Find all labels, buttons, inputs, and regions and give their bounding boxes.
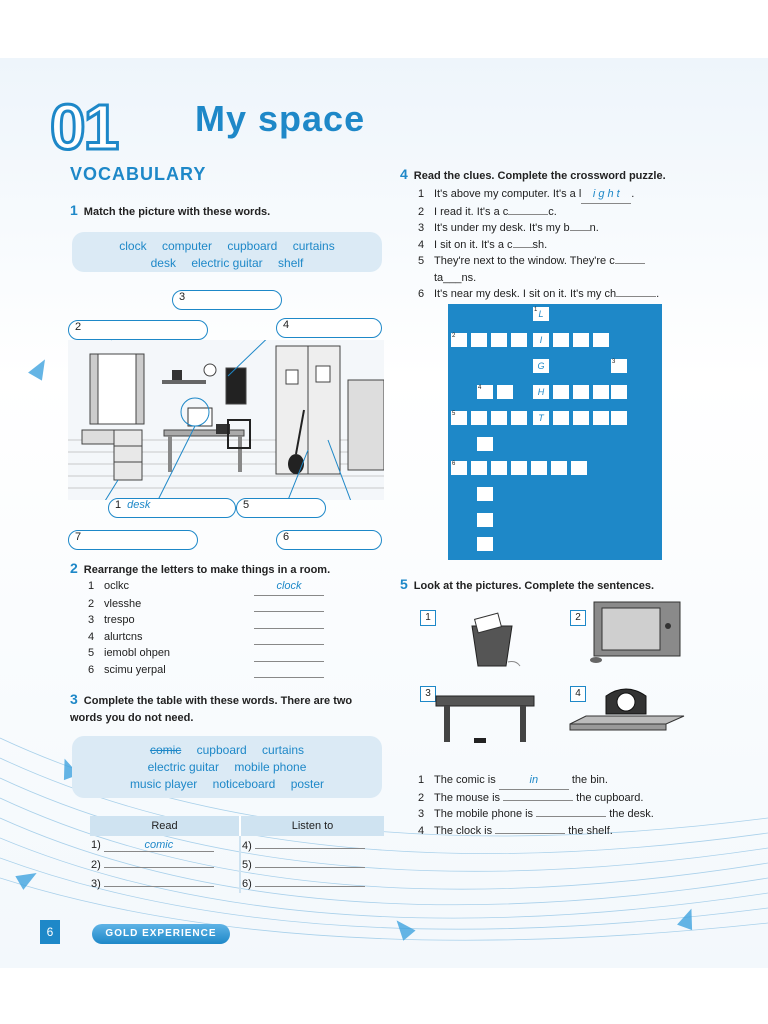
word-curtains: curtains xyxy=(292,239,335,253)
word-music-player: music player xyxy=(129,777,198,791)
crossword-cell[interactable]: I xyxy=(532,332,550,348)
crossword-cell[interactable] xyxy=(570,460,588,476)
clue-item: 1 It's above my computer. It's a l i g h t . xyxy=(418,186,718,204)
list-item: 2 vlesshe xyxy=(88,596,328,613)
crossword-cell[interactable] xyxy=(490,460,508,476)
table-row: 3) 6) xyxy=(90,874,384,893)
crossword-cell[interactable]: T xyxy=(532,410,550,426)
answer-field[interactable] xyxy=(254,629,324,646)
label-answer: desk xyxy=(127,499,151,511)
answer-field[interactable]: in xyxy=(499,772,569,790)
clue-answer[interactable] xyxy=(513,247,533,248)
answer-field[interactable]: clock xyxy=(254,578,324,596)
ex3-number: 3 xyxy=(70,691,78,707)
answer-field[interactable] xyxy=(254,596,324,613)
ex3-word-box xyxy=(72,736,382,798)
word-curtains: curtains xyxy=(262,743,305,757)
list-item: 3 trespo xyxy=(88,612,328,629)
word-comic: comic xyxy=(149,743,182,757)
answer-field[interactable] xyxy=(503,800,573,801)
ex5-sentences xyxy=(418,772,718,839)
picture-number: 1 xyxy=(420,610,436,626)
clue-answer[interactable]: i g h t xyxy=(581,186,631,204)
answer-field[interactable] xyxy=(255,886,365,887)
crossword-cell[interactable] xyxy=(476,486,494,502)
crossword-cell[interactable] xyxy=(592,384,610,400)
clue-item: 2 I read it. It's a c c. xyxy=(418,205,557,218)
word-electric-guitar: electric guitar xyxy=(191,256,263,270)
word-desk: desk xyxy=(150,256,176,270)
sentence-item: 2 The mouse is the cupboard. xyxy=(418,791,644,804)
ex2-instruction: Rearrange the letters to make things in a room. xyxy=(83,564,331,576)
crossword-cell[interactable] xyxy=(470,332,488,348)
shelf-clock-picture xyxy=(566,680,686,750)
crossword-cell[interactable] xyxy=(510,460,528,476)
bin-picture xyxy=(460,612,530,672)
word-clock: clock xyxy=(119,239,147,253)
label-number: 3 xyxy=(179,291,186,303)
ex5-heading xyxy=(400,576,654,594)
page-number: 6 xyxy=(40,920,60,944)
word-mobile-phone: mobile phone xyxy=(234,760,307,774)
word-electric-guitar: electric guitar xyxy=(147,760,219,774)
crossword-grid xyxy=(448,304,662,560)
list-item: 4 alurtcns xyxy=(88,629,328,646)
table-row: 2) 5) xyxy=(90,855,384,874)
ex4-heading xyxy=(400,166,666,184)
crossword-cell[interactable]: 3 xyxy=(610,358,628,374)
section-heading: VOCABULARY xyxy=(70,164,207,184)
ex1-heading xyxy=(70,202,270,220)
crossword-cell[interactable] xyxy=(592,410,610,426)
crossword-cell[interactable] xyxy=(496,384,514,400)
table-header-listen: Listen to xyxy=(240,816,384,836)
ex5-instruction: Look at the pictures. Complete the sentences. xyxy=(413,580,655,592)
label-box-5[interactable] xyxy=(236,498,326,518)
label-number: 5 xyxy=(243,499,250,511)
decorative-shard xyxy=(28,355,52,380)
clue-answer[interactable] xyxy=(508,214,548,215)
crossword-cell[interactable] xyxy=(470,410,488,426)
brand-badge: GOLD EXPERIENCE xyxy=(92,924,230,944)
label-box-3[interactable] xyxy=(172,290,282,310)
word-poster: poster xyxy=(290,777,325,791)
ex2-number: 2 xyxy=(70,560,78,576)
word-shelf: shelf xyxy=(278,256,304,270)
label-number: 2 xyxy=(75,321,82,333)
crossword-cell[interactable]: 4 xyxy=(476,384,494,400)
crossword-cell[interactable] xyxy=(572,410,590,426)
list-item: 6 scimu yerpal xyxy=(88,662,328,679)
crossword-cell[interactable] xyxy=(510,332,528,348)
list-item: 1 oclkc clock xyxy=(88,578,328,596)
answer-field[interactable] xyxy=(104,886,214,887)
answer-field[interactable] xyxy=(495,833,565,834)
unit-number: 01 xyxy=(50,91,118,163)
ex3-heading xyxy=(70,692,380,726)
crossword-cell[interactable]: H xyxy=(532,384,550,400)
crossword-cell[interactable] xyxy=(610,384,628,400)
crossword-cell[interactable] xyxy=(470,460,488,476)
crossword-cell[interactable] xyxy=(476,436,494,452)
word-cupboard: cupboard xyxy=(196,743,247,757)
ex2-heading xyxy=(70,560,330,578)
ex3-instruction: Complete the table with these words. There are two words you do not need. xyxy=(70,695,353,724)
crossword-cell[interactable] xyxy=(476,536,494,552)
crossword-cell[interactable]: 1 L xyxy=(532,306,550,322)
label-box-4[interactable] xyxy=(276,318,382,338)
crossword-cell[interactable] xyxy=(592,332,610,348)
crossword-cell[interactable]: 5 xyxy=(450,410,468,426)
clue-item: 5 They're next to the window. They're cta___ns. xyxy=(418,253,718,286)
picture-number: 4 xyxy=(570,686,586,702)
crossword-cell[interactable] xyxy=(490,332,508,348)
crossword-cell[interactable] xyxy=(572,332,590,348)
clue-answer[interactable] xyxy=(616,296,656,297)
answer-field[interactable] xyxy=(255,867,365,868)
sentence-item: 1 The comic is in the bin. xyxy=(418,772,718,790)
answer-field[interactable] xyxy=(104,867,214,868)
sentence-item: 4 The clock is the shelf. xyxy=(418,824,613,837)
crossword-cell[interactable] xyxy=(552,384,570,400)
clue-answer[interactable] xyxy=(615,263,645,264)
sentence-item: 3 The mobile phone is the desk. xyxy=(418,808,654,820)
crossword-cell[interactable]: 2 xyxy=(450,332,468,348)
crossword-cell[interactable]: 6 xyxy=(450,460,468,476)
crossword-cell[interactable] xyxy=(550,460,568,476)
answer-field[interactable] xyxy=(254,645,324,662)
label-box-7[interactable] xyxy=(68,530,198,550)
crossword-cell[interactable] xyxy=(476,512,494,528)
ex1-instruction: Match the picture with these words. xyxy=(83,206,271,218)
room-illustration xyxy=(68,340,384,500)
crossword-cell[interactable] xyxy=(552,410,570,426)
ex4-instruction: Read the clues. Complete the crossword puzzle. xyxy=(413,170,666,182)
answer-field[interactable]: comic xyxy=(104,839,214,852)
list-item: 5 iemobl ohpen xyxy=(88,645,328,662)
unit-title: My space xyxy=(195,98,366,139)
word-cupboard: cupboard xyxy=(227,239,278,253)
table-row: 1) comic 4) xyxy=(90,836,384,855)
label-box-6[interactable] xyxy=(276,530,382,550)
answer-field[interactable] xyxy=(255,848,365,849)
word-noticeboard: noticeboard xyxy=(212,777,276,791)
answer-field[interactable] xyxy=(536,816,606,817)
label-number: 4 xyxy=(283,319,290,331)
crossword-cell[interactable] xyxy=(530,460,548,476)
label-box-2[interactable] xyxy=(68,320,208,340)
crossword-cell[interactable] xyxy=(572,384,590,400)
ex4-clues xyxy=(418,186,718,303)
word-computer: computer xyxy=(161,239,212,253)
clue-item: 3 It's under my desk. It's my b n. xyxy=(418,222,599,234)
crossword-cell[interactable] xyxy=(490,410,508,426)
picture-number: 2 xyxy=(570,610,586,626)
ex1-number: 1 xyxy=(70,202,78,218)
label-number: 6 xyxy=(283,531,290,543)
crossword-cell[interactable] xyxy=(552,332,570,348)
ex1-word-box xyxy=(72,232,382,272)
crossword-cell[interactable] xyxy=(510,410,528,426)
clue-item: 6 It's near my desk. I sit on it. It's my ch . xyxy=(418,288,660,300)
ex2-list xyxy=(88,578,328,678)
cupboard-picture xyxy=(588,598,688,668)
table-header-read: Read xyxy=(90,816,240,836)
ex3-table xyxy=(90,816,384,893)
clue-item: 4 I sit on it. It's a c sh. xyxy=(418,238,548,251)
answer-field[interactable] xyxy=(254,612,324,629)
ex4-number: 4 xyxy=(400,166,408,182)
label-box-1[interactable] xyxy=(108,498,236,518)
picture-number: 3 xyxy=(420,686,436,702)
crossword-cell[interactable] xyxy=(610,410,628,426)
label-number: 1 xyxy=(115,499,122,511)
label-number: 7 xyxy=(75,531,82,543)
desk-picture xyxy=(430,688,540,748)
clue-answer[interactable] xyxy=(570,230,590,231)
answer-field[interactable] xyxy=(254,662,324,679)
ex5-number: 5 xyxy=(400,576,408,592)
crossword-cell[interactable]: G xyxy=(532,358,550,374)
